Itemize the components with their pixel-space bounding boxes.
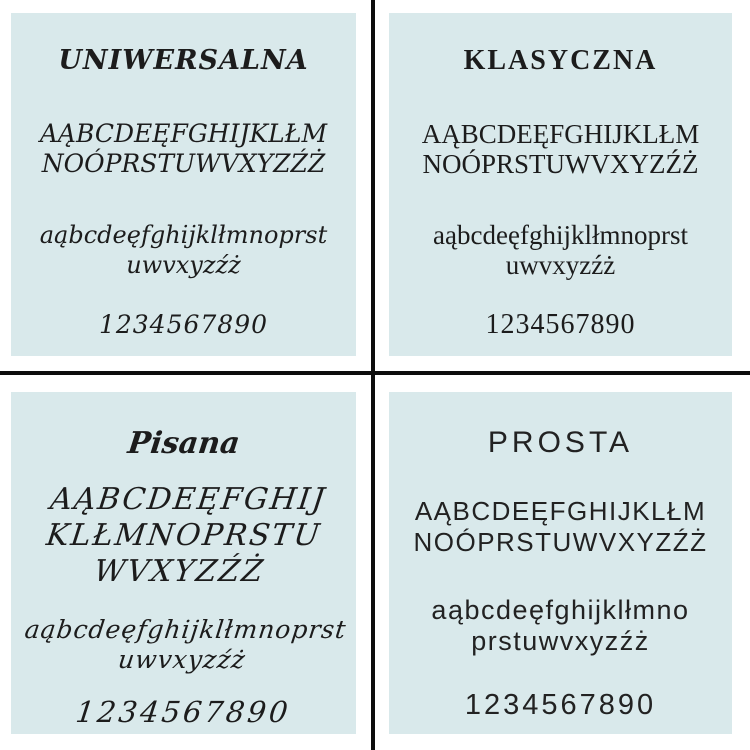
font-card-uniwersalna: [11, 13, 356, 356]
font-card-prosta: [389, 392, 732, 734]
uppercase-line: KLŁMNOPRSTU: [44, 518, 324, 553]
lowercase-sample: [431, 595, 689, 657]
uppercase-line: NOÓPRSTUWVXYZŹŻ: [422, 149, 699, 179]
lowercase-line: uwvxyzźż: [116, 645, 248, 674]
uppercase-line: AĄBCDEĘFGHIJ: [48, 482, 328, 517]
lowercase-line: uwvxyzźż: [126, 251, 241, 279]
font-title-pisana: Pisana: [125, 426, 242, 461]
divider-horizontal: [0, 371, 750, 375]
lowercase-line: aąbcdeęfghijklłmnoprst: [22, 615, 348, 644]
font-title-klasyczna: KLASYCZNA: [463, 45, 658, 76]
lowercase-line: uwvxyzźż: [505, 250, 616, 280]
divider-vertical: [371, 0, 375, 750]
uppercase-line: NOÓPRSTUWVXYZŹŻ: [41, 149, 326, 178]
numbers-sample: 1234567890: [74, 695, 293, 729]
uppercase-sample: [422, 119, 700, 179]
lowercase-line: aąbcdeęfghijklłmno: [431, 595, 690, 625]
uppercase-line: WVXYZŹŻ: [91, 554, 267, 589]
lowercase-sample: [40, 220, 327, 280]
font-card-klasyczna: [389, 13, 732, 356]
font-card-pisana: [11, 392, 356, 734]
uppercase-sample: [39, 482, 328, 590]
uppercase-line: AĄBCDEĘFGHIJKLŁM: [39, 119, 328, 148]
lowercase-line: aąbcdeęfghijklłmnoprst: [39, 221, 328, 249]
lowercase-line: aąbcdeęfghijklłmnoprst: [433, 220, 688, 250]
font-title-prosta: PROSTA: [487, 426, 634, 459]
numbers-sample: 1234567890: [485, 309, 636, 340]
lowercase-line: prstuwvxyzźż: [471, 626, 650, 656]
uppercase-line: AĄBCDEĘFGHIJKLŁM: [421, 119, 700, 149]
numbers-sample: 1234567890: [98, 310, 269, 339]
font-title-uniwersalna: UNIWERSALNA: [58, 45, 309, 76]
lowercase-sample: [19, 615, 348, 675]
uppercase-sample: [413, 496, 707, 558]
uppercase-line: NOÓPRSTUWVXYZŹŻ: [413, 527, 708, 557]
numbers-sample: 1234567890: [464, 689, 657, 721]
lowercase-sample: [433, 220, 688, 280]
uppercase-sample: [40, 119, 327, 179]
uppercase-line: AĄBCDEĘFGHIJKLŁM: [414, 496, 707, 526]
